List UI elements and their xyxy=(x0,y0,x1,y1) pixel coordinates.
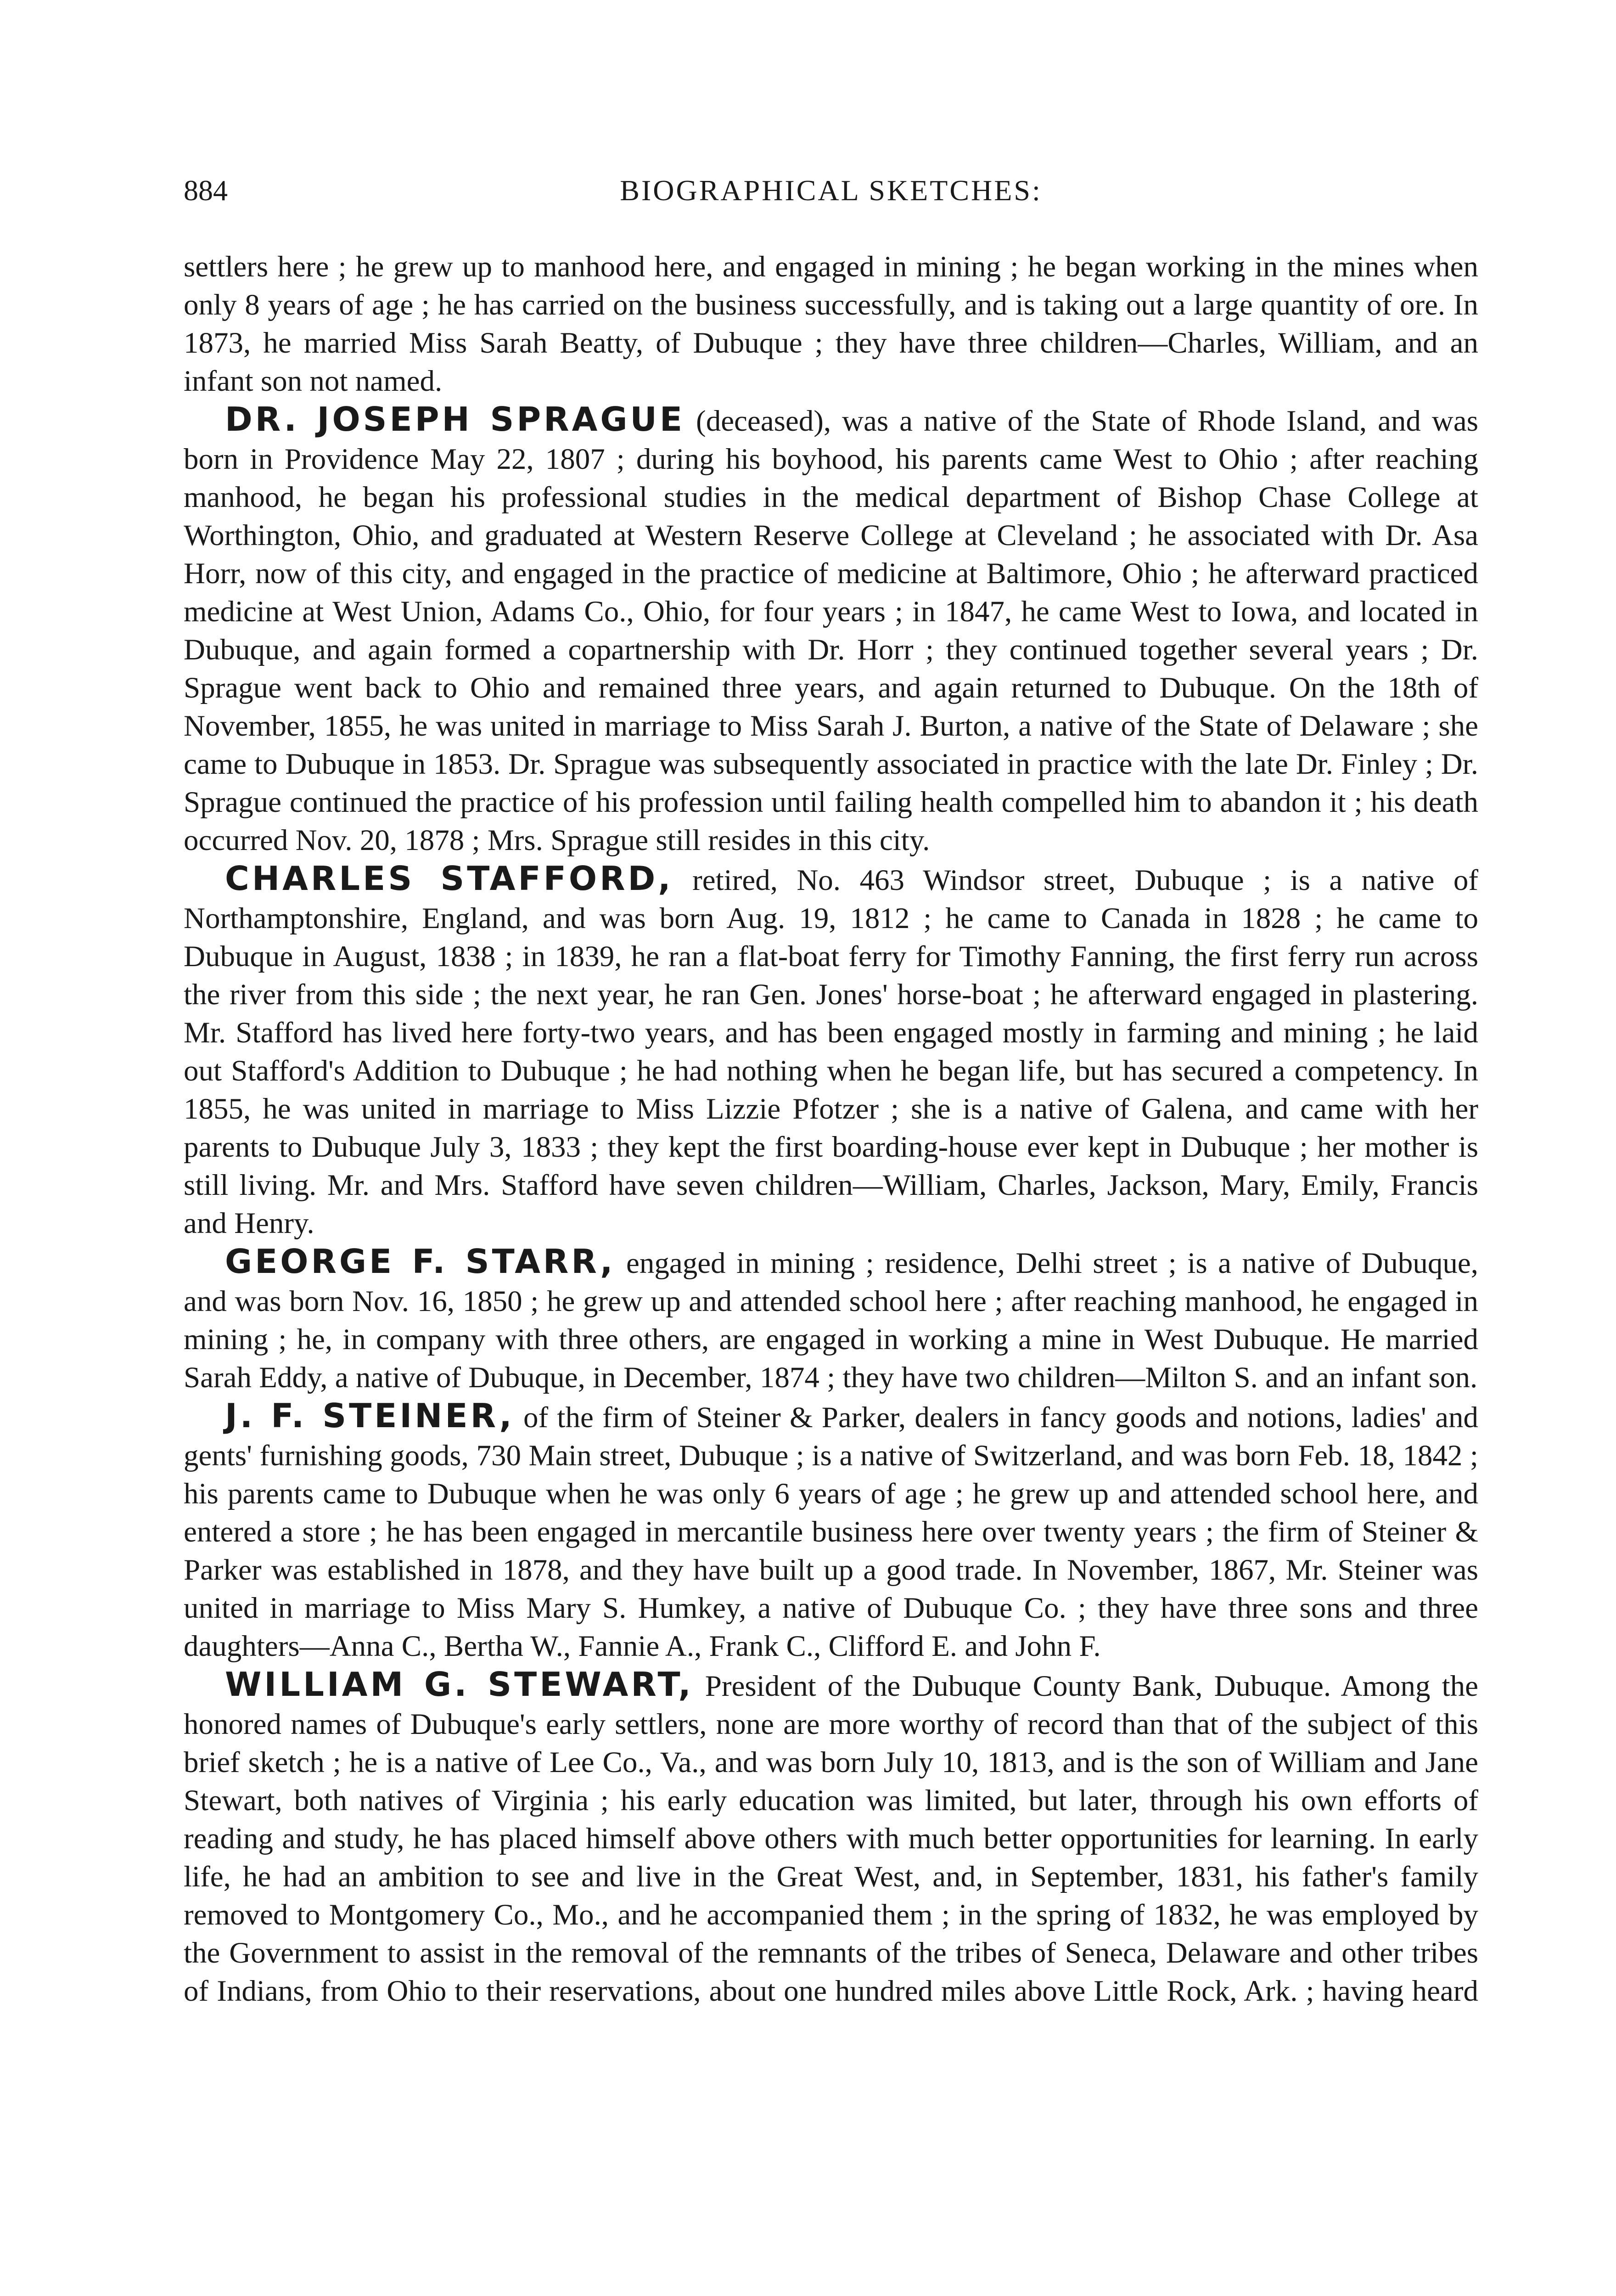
entry-text: President of the Dubuque County Bank, Dubuque. Among the honored names of Dubuque's early settlers, none are more worthy of record than that of the subject of this brief sketch ; he is a native of Lee Co., Va., and was born July 10, 1813, and is the son of William and Jane Stewart, both natives of Virginia ; his early education was limited, but later, through his own efforts of reading and study, he has placed himself above others with much better opportunities for learning. In early life, he had an ambition to see and live in the Great West, and, in September, 1831, his father's family removed to Montgomery Co., Mo., and he accompanied them ; in the spring of 1832, he was employed by the Government to assist in the removal of the remnants of the tribes of Seneca, Delaware and other tribes of Indians, from Ohio to their reservations, about one hundred miles above Little Rock, Ark. ; having heard xyxy=(184,1670,1478,2008)
entry-name: J. F. STEINER, xyxy=(225,1396,515,1435)
entry-text: engaged in mining ; residence, Delhi street ; is a native of Dubuque, and was born Nov. 16, 1850 ; he grew up and attended school here ; after reaching manhood, he engaged in mining ; he, in company with three others, are engaged in working a mine in West Dubuque. He married Sarah Eddy, a native of Dubuque, in December, 1874 ; they have two children—Milton S. and an infant son. xyxy=(184,1247,1478,1394)
continued-paragraph xyxy=(184,248,1478,400)
entry-william-stewart xyxy=(184,1666,1478,2010)
entry-j-f-steiner xyxy=(184,1397,1478,1666)
entry-name: WILLIAM G. STEWART, xyxy=(225,1665,694,1704)
page-body xyxy=(184,248,1478,2010)
entry-joseph-sprague xyxy=(184,400,1478,860)
page-header xyxy=(184,165,1478,216)
entry-name: DR. JOSEPH SPRAGUE xyxy=(225,400,685,439)
running-head: BIOGRAPHICAL SKETCHES: xyxy=(620,174,1042,207)
entry-name: CHARLES STAFFORD, xyxy=(225,859,673,898)
entry-text: (deceased), was a native of the State of Rhode Island, and was born in Providence May 22, 1807 ; during his boyhood, his parents came West to Ohio ; after reaching manhood, he began his professional studies in the medical department of Bishop Chase College at Worthington, Ohio, and graduated at Western Reserve College at Cleveland ; he associated with Dr. Asa Horr, now of this city, and engaged in the practice of medicine at Baltimore, Ohio ; he afterward practiced medicine at West Union, Adams Co., Ohio, for four years ; in 1847, he came West to Iowa, and located in Dubuque, and again formed a copartnership with Dr. Horr ; they continued together several years ; Dr. Sprague went back to Ohio and remained three years, and again returned to Dubuque. On the 18th of November, 1855, he was united in marriage to Miss Sarah J. Burton, a native of the State of Delaware ; she came to Dubuque in 1853. Dr. Sprague was subsequently associated in practice with the late Dr. Finley ; Dr. Sprague continued the practice of his profession until failing health compelled him to abandon it ; his death occurred Nov. 20, 1878 ; Mrs. Sprague still resides in this city. xyxy=(184,405,1478,857)
entry-text: of the firm of Steiner & Parker, dealers in fancy goods and notions, ladies' and gents' furnishing goods, 730 Main street, Dubuque ; is a native of Switzerland, and was born Feb. 18, 1842 ; his parents came to Dubuque when he was only 6 years of age ; he grew up and attended school here, and entered a store ; he has been engaged in mercantile business here over twenty years ; the firm of Steiner & Parker was established in 1878, and they have built up a good trade. In November, 1867, Mr. Steiner was united in marriage to Miss Mary S. Humkey, a native of Dubuque Co. ; they have three sons and three daughters—Anna C., Bertha W., Fannie A., Frank C., Clifford E. and John F. xyxy=(184,1401,1478,1663)
entry-text: retired, No. 463 Windsor street, Dubuque ; is a native of Northamptonshire, England, and was born Aug. 19, 1812 ; he came to Canada in 1828 ; he came to Dubuque in August, 1838 ; in 1839, he ran a flat-boat ferry for Timothy Fanning, the first ferry run across the river from this side ; the next year, he ran Gen. Jones' horse-boat ; he afterward engaged in plastering. Mr. Stafford has lived here forty-two years, and has been engaged mostly in farming and mining ; he laid out Stafford's Addition to Dubuque ; he had nothing when he began life, but has secured a competency. In 1855, he was united in marriage to Miss Lizzie Pfotzer ; she is a native of Galena, and came with her parents to Dubuque July 3, 1833 ; they kept the first boarding-house ever kept in Dubuque ; her mother is still living. Mr. and Mrs. Stafford have seven children—William, Charles, Jackson, Mary, Emily, Francis and Henry. xyxy=(184,864,1478,1240)
entry-george-starr xyxy=(184,1243,1478,1397)
entry-charles-stafford xyxy=(184,860,1478,1243)
paragraph-text: settlers here ; he grew up to manhood here, and engaged in mining ; he began working in the mines when only 8 years of age ; he has carried on the business successfully, and is taking out a large quantity of ore. In 1873, he married Miss Sarah Beatty, of Dubuque ; they have three children—Charles, William, and an infant son not named. xyxy=(184,250,1478,398)
entry-name: GEORGE F. STARR, xyxy=(225,1242,616,1281)
page-number: 884 xyxy=(184,174,228,207)
